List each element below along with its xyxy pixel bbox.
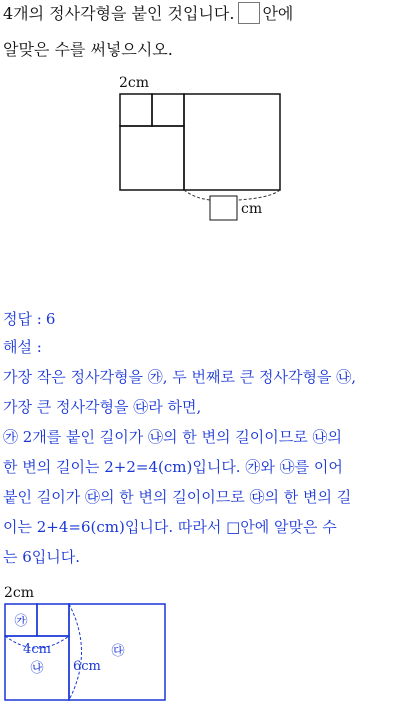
question-text: 4개의 정사각형을 붙인 것입니다.	[3, 4, 235, 23]
small-square-2	[152, 94, 184, 126]
explanation-label: 해설 :	[3, 338, 42, 356]
answer-label: 정답 :	[3, 310, 42, 328]
explanation-figure	[0, 580, 175, 702]
answer-value: 6	[45, 310, 56, 328]
figure-side-label: 2cm	[119, 75, 150, 91]
explanation-line-4: 한 변의 길이는 2+2=4(cm)입니다. ㉮와 ㉯를 이어	[3, 458, 343, 476]
square-ga-2	[37, 604, 69, 636]
explanation-line-7: 는 6입니다.	[3, 548, 81, 566]
question-line-2: 알맞은 수를 써넣으시오.	[3, 40, 173, 59]
label-na: ㉯	[30, 661, 44, 676]
question-text-end: 안에	[262, 4, 294, 23]
question-line-1	[3, 2, 293, 26]
figure2-side-label: 2cm	[4, 585, 35, 601]
explanation-line-3: ㉮ 2개를 붙인 길이가 ㉯의 한 변의 길이이므로 ㉯의	[3, 428, 343, 446]
large-square	[184, 94, 280, 190]
squares-figure	[110, 72, 310, 232]
label-ga: ㉮	[14, 614, 28, 629]
explanation-line-6: 이는 2+4=6(cm)입니다. 따라서 □안에 알맞은 수	[3, 518, 337, 536]
explanation-line-5: 붙인 길이가 ㉰의 한 변의 길이이므로 ㉰의 한 변의 길	[3, 488, 352, 506]
explanation-line-2: 가장 큰 정사각형을 ㉰라 하면,	[3, 398, 202, 416]
small-square-1	[120, 94, 152, 126]
label-4cm: 4cm	[23, 642, 51, 657]
label-6cm: 6cm	[73, 659, 101, 674]
answer-box	[210, 196, 237, 220]
medium-square	[120, 126, 184, 190]
blank-answer-box	[238, 2, 260, 24]
answer-unit: cm	[241, 201, 263, 217]
explanation-line-1: 가장 작은 정사각형을 ㉮, 두 번째로 큰 정사각형을 ㉯,	[3, 368, 356, 386]
label-da: ㉰	[111, 644, 125, 659]
answer-line	[3, 308, 55, 330]
